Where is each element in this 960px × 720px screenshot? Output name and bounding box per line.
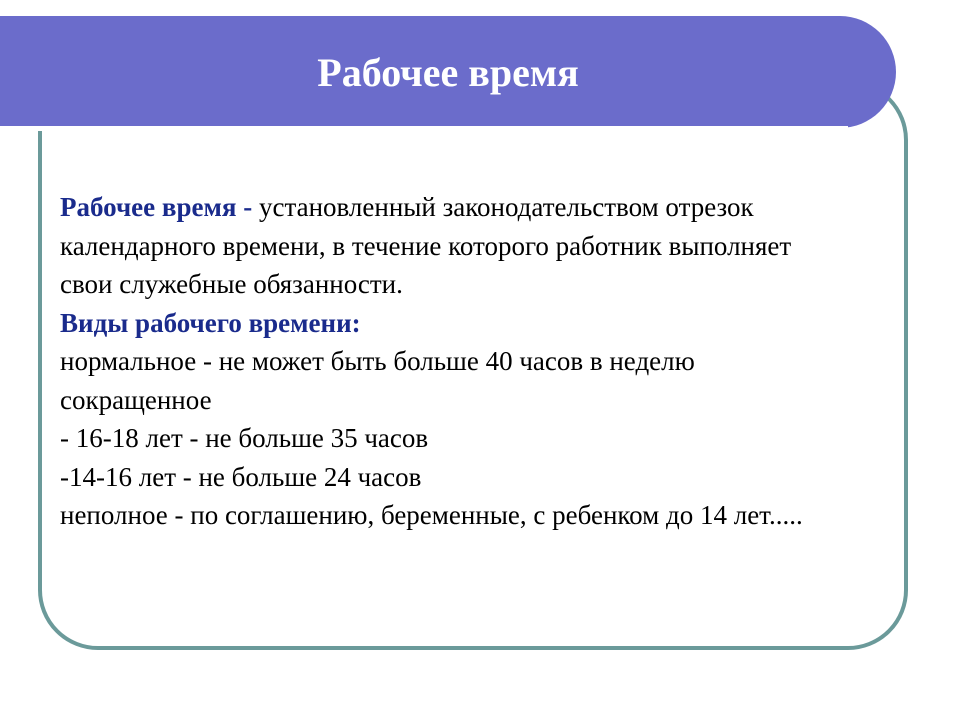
list-item: нормальное - не может быть больше 40 часов в неделю (60, 346, 695, 376)
list-item: сокращенное (60, 384, 212, 415)
list-item: - 16-18 лет - не больше 35 часов (60, 423, 429, 453)
slide-content (60, 188, 850, 535)
definition-text: установленный законодательством отрезок календарного времени, в течение которого работник выполняет свои служебные обязанности. (60, 192, 792, 299)
definition-dash: - (236, 192, 259, 222)
definition-paragraph (60, 188, 850, 304)
list-item: -14-16 лет - не больше 24 часов (60, 461, 422, 492)
slide-title: Рабочее время (317, 49, 579, 95)
types-heading: Виды рабочего времени: (60, 307, 361, 338)
list-item: неполное - по соглашению, беременные, с ребенком до 14 лет..... (60, 500, 803, 530)
definition-term: Рабочее время (60, 192, 237, 222)
